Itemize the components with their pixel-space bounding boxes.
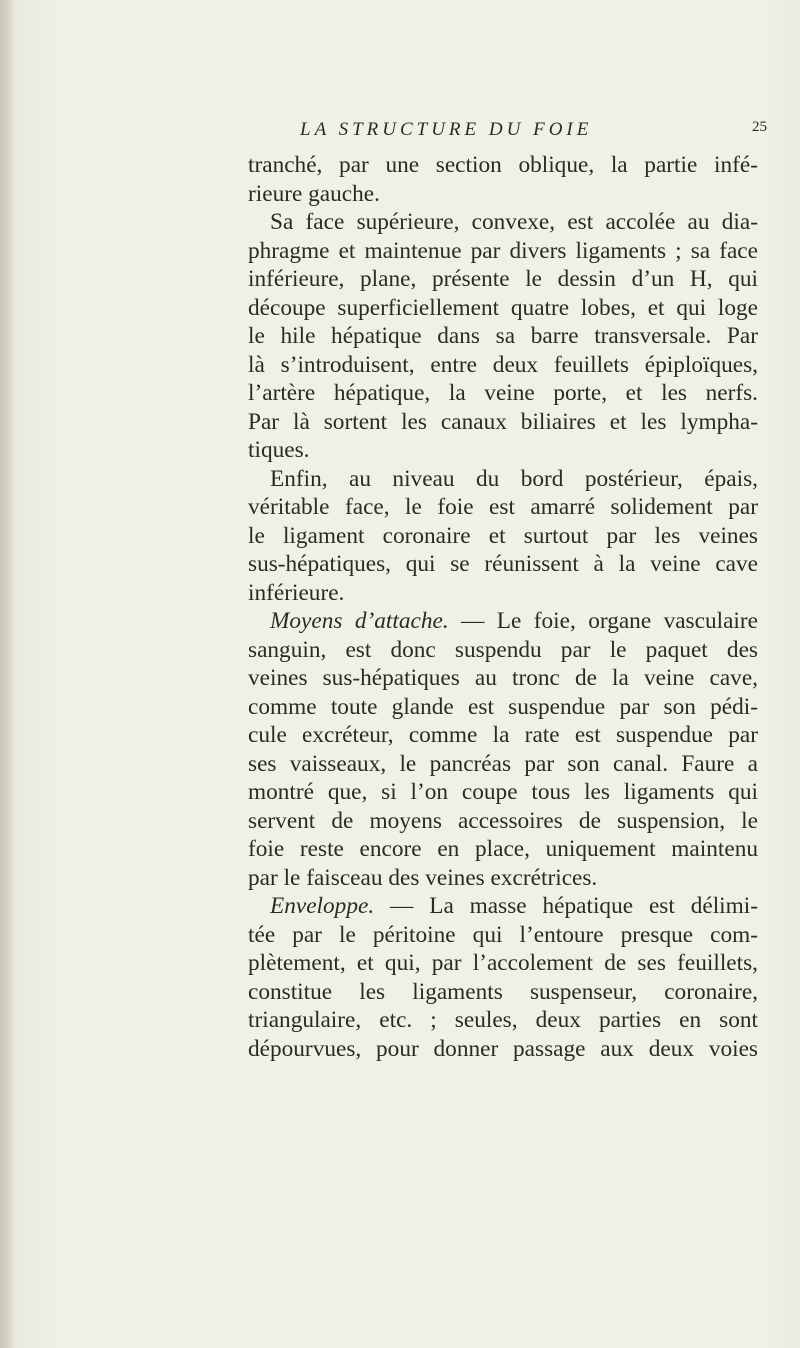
line-text: — Le foie, organe vasculaire: [448, 608, 758, 634]
text-line: [248, 949, 758, 978]
section-heading: Moyens d’attache.: [270, 608, 449, 634]
text-line: [248, 1035, 758, 1064]
line-text: veines sus-hépatiques au tronc de la veine cave,: [248, 665, 758, 691]
line-text: découpe superficiellement quatre lobes, et qui loge: [248, 294, 758, 321]
line-text: Enfin, au niveau du bord postérieur, épais,: [270, 465, 758, 492]
text-line: [248, 807, 758, 836]
text-line: [248, 379, 758, 408]
text-line: [248, 636, 758, 665]
text-line: [248, 664, 758, 693]
line-text: sus-hépatiques, qui se réunissent à la veine cave: [248, 551, 758, 577]
line-text: constitue les ligaments suspenseur, coronaire,: [248, 978, 758, 1005]
text-line: [248, 493, 758, 522]
text-line: [248, 693, 758, 722]
text-line: [248, 436, 758, 465]
text-line: [248, 351, 758, 380]
text-line: [248, 522, 758, 551]
line-text: tée par le péritoine qui l’entoure presque com-: [248, 921, 758, 948]
body-text: [248, 151, 758, 1063]
line-text: Sa face supérieure, convexe, est accolée au dia-: [270, 209, 758, 235]
text-line: [248, 180, 758, 209]
text-line: [248, 1006, 758, 1035]
line-text: ses vaisseaux, le pancréas par son canal. Faure a: [248, 750, 758, 777]
page-number: 25: [752, 119, 767, 135]
text-line: [248, 294, 758, 323]
text-line: [248, 465, 758, 494]
page-edge-shadow: [0, 0, 14, 1348]
line-text: foie reste encore en place, uniquement maintenu: [248, 836, 758, 862]
text-line: [248, 607, 758, 636]
line-text: Par là sortent les canaux biliaires et les lympha-: [248, 408, 758, 435]
text-line: [248, 750, 758, 779]
text-line: [248, 778, 758, 807]
line-text: comme toute glande est suspendue par son pédi-: [248, 693, 758, 720]
text-line: [248, 208, 758, 237]
line-text: servent de moyens accessoires de suspension, le: [248, 807, 758, 834]
text-line: [248, 550, 758, 579]
line-text: sanguin, est donc suspendu par le paquet des: [248, 636, 758, 663]
line-text: tiques.: [248, 437, 310, 463]
line-text: là s’introduisent, entre deux feuillets épiploïques,: [248, 351, 758, 378]
running-head: [0, 119, 800, 149]
line-text: phragme et maintenue par divers ligaments ; sa face: [248, 237, 758, 264]
line-text: triangulaire, etc. ; seules, deux parties en sont: [248, 1007, 758, 1033]
text-line: [248, 864, 758, 893]
text-line: [248, 835, 758, 864]
section-heading: Enveloppe.: [270, 893, 375, 919]
text-line: [248, 978, 758, 1007]
text-line: [248, 151, 758, 180]
line-text: montré que, si l’on coupe tous les ligaments qui: [248, 779, 758, 805]
text-line: [248, 892, 758, 921]
line-text: cule excréteur, comme la rate est suspendue par: [248, 722, 758, 748]
text-line: [248, 408, 758, 437]
line-text: rieure gauche.: [248, 180, 380, 207]
line-text: le hile hépatique dans sa barre transversale. Par: [248, 323, 758, 349]
text-line: [248, 721, 758, 750]
text-line: [248, 322, 758, 351]
line-text: l’artère hépatique, la veine porte, et les nerfs.: [248, 380, 758, 406]
line-text: dépourvues, pour donner passage aux deux voies: [248, 1035, 758, 1062]
line-text: tranché, par une section oblique, la partie infé-: [248, 152, 758, 178]
text-line: [248, 265, 758, 294]
text-line: [248, 237, 758, 266]
text-line: [248, 579, 758, 608]
running-title: LA STRUCTURE DU FOIE: [300, 119, 593, 140]
line-text: inférieure.: [248, 579, 345, 606]
line-text: inférieure, plane, présente le dessin d’un H, qui: [248, 266, 758, 292]
line-text: par le faisceau des veines excrétrices.: [248, 864, 598, 891]
line-text: le ligament coronaire et surtout par les veines: [248, 522, 758, 549]
line-text: plètement, et qui, par l’accolement de ses feuillets,: [248, 950, 758, 976]
text-line: [248, 921, 758, 950]
line-text: véritable face, le foie est amarré solidement par: [248, 494, 758, 520]
line-text: — La masse hépatique est délimi-: [374, 893, 758, 919]
